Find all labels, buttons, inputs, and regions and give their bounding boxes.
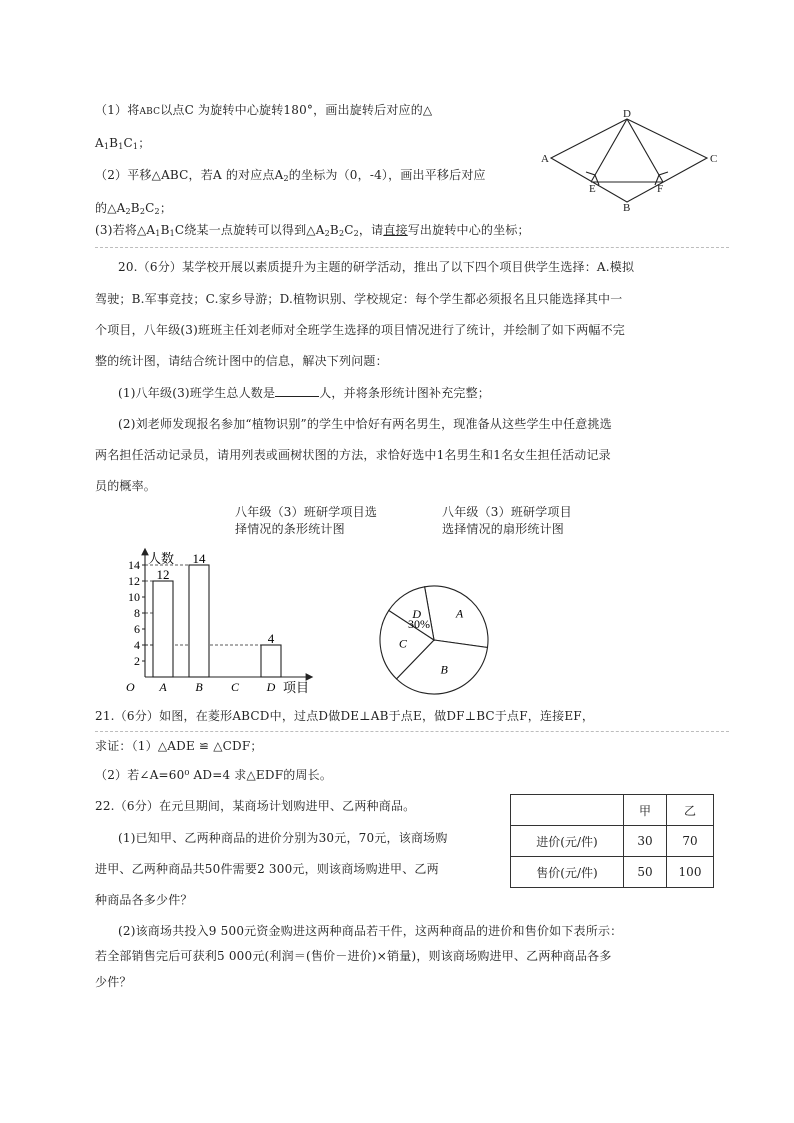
y-tick-label: 8 [134, 606, 140, 620]
q19-sub: 2 [283, 174, 289, 183]
q19-part3-text: (3)若将△A [95, 223, 156, 237]
bar-chart-caption-1: 八年级（3）班研学项目选 [235, 505, 378, 519]
q19-sub: 2 [125, 207, 131, 216]
q20-q1-text: (1)八年级(3)班学生总人数是 [118, 386, 276, 400]
x-tick-label: A [159, 680, 167, 694]
q20-line2: 驾驶；B.军事竞技；C.家乡导游；D.植物识别、学校规定：每个学生都必须报名且只能选择其中一 [95, 292, 623, 306]
table-row [511, 857, 714, 888]
q20-line1: 20.（6分）某学校开展以素质提升为主题的研学活动，推出了以下四个项目供学生选择：A.模拟 [118, 260, 635, 274]
q19-sub: 2 [139, 207, 146, 216]
q19-part2-cont [95, 199, 172, 216]
q19-part1-text: （1）将 [95, 103, 140, 117]
q19-c1: C [123, 136, 133, 150]
q19-b1: B [109, 136, 119, 150]
pie-label-c: C [398, 636, 407, 651]
pie-chart-caption-2: 选择情况的扇形统计图 [442, 522, 565, 536]
table-cell: 100 [667, 857, 714, 888]
bar-value-label: 14 [192, 551, 206, 566]
table-cell: 售价(元/件) [511, 857, 624, 888]
q19-b2: B [130, 201, 140, 215]
q19-sub: 2 [338, 229, 345, 238]
y-tick-label: 4 [134, 638, 140, 652]
y-tick-label: 6 [134, 622, 140, 636]
q19-a1: A [95, 136, 104, 150]
q19-part1-text-2: 以点C 为旋转中心旋转180°，画出旋转后对应的△ [160, 103, 433, 117]
pie-label-b: B [440, 662, 448, 677]
bar-value-label: 4 [267, 631, 275, 646]
q22-q1-line3: 种商品各多少件？ [95, 893, 193, 907]
q19-sub: 2 [154, 207, 160, 216]
y-tick-label: 14 [128, 558, 140, 572]
x-axis-label: 项目 [283, 680, 310, 695]
label-b: B [623, 202, 631, 213]
q19-part3-text-3: ，请 [358, 223, 384, 237]
q19-part1-abc: ABC [139, 107, 161, 117]
q19-part2 [95, 166, 486, 183]
table-cell: 50 [624, 857, 667, 888]
q19-c2: C [145, 201, 155, 215]
table-header-cell [511, 795, 624, 826]
q19-directly: 直接 [383, 223, 408, 237]
table-row [511, 826, 714, 857]
q19-sub: 1 [169, 229, 175, 238]
label-e: E [589, 183, 596, 195]
y-tick-label: 2 [134, 654, 140, 668]
q19-sub: 2 [324, 229, 330, 238]
q21-line1: 21.（6分）如图，在菱形ABCD中，过点D做DE⊥AB于点E，做DF⊥BC于点F，连接EF， [95, 709, 595, 723]
q22-q2-line2: 若全部销售完后可获利5 000元(利润＝(售价－进价)×销量)，则该商场购进甲、乙两种商品各多 [95, 949, 612, 963]
bar-chart-caption-2: 择情况的条形统计图 [235, 522, 345, 536]
y-tick-label: 10 [128, 590, 140, 604]
bar-a [153, 581, 173, 677]
q19-part1 [95, 101, 432, 118]
price-table [510, 794, 714, 888]
q22-q2-line1: (2)该商场共投入9 500元资金购进这两种商品若干件，这两种商品的进价和售价如下表所示： [118, 924, 623, 938]
q21-line3: （2）若∠A=60⁰ AD=4 求△EDF的周长。 [95, 768, 333, 782]
q20-question1 [118, 384, 490, 401]
q19-b1: B [160, 223, 170, 237]
q19-part2-text: （2）平移△ABC，若A 的对应点A [95, 168, 284, 182]
q20-question2-line2: 两名担任活动记录员，请用列表或画树状图的方法，求恰好选中1名男生和1名女生担任活动记录 [95, 448, 611, 462]
q19-part2-text-2: 的坐标为（0，-4），画出平移后对应 [288, 168, 486, 182]
bar-chart [108, 545, 323, 697]
q19-sub: 1 [118, 142, 124, 151]
q20-q1-text-2: 人，并将条形统计图补充完整； [319, 386, 491, 400]
label-a: A [541, 153, 549, 165]
table-cell: 70 [667, 826, 714, 857]
segment-df [627, 119, 663, 182]
x-tick-label: C [230, 680, 240, 694]
bar-b [189, 565, 209, 677]
q19-sub: 1 [103, 142, 110, 151]
q19-b2: B [329, 223, 339, 237]
q20-line3: 个项目，八年级(3)班班主任刘老师对全班学生选择的项目情况进行了统计，并绘制了如下两幅不完 [95, 323, 626, 337]
q19-punct: ； [138, 136, 151, 150]
bar-value-label: 12 [156, 567, 170, 582]
y-axis-label: 人数 [148, 551, 175, 566]
label-d: D [623, 108, 631, 120]
x-tick-label: B [195, 680, 203, 694]
table-cell: 30 [624, 826, 667, 857]
table-cell: 进价(元/件) [511, 826, 624, 857]
q22-q1-line1: (1)已知甲、乙两种商品的进价分别为30元，70元，该商场购 [118, 831, 448, 845]
pie-percent-label: 30% [408, 617, 430, 631]
q19-sub: 1 [155, 229, 161, 238]
pie-chart [375, 580, 493, 700]
q19-sub: 2 [353, 229, 359, 238]
table-row [511, 795, 714, 826]
bar-d [261, 645, 281, 677]
q19-part3-text-4: 写出旋转中心的坐标； [407, 223, 530, 237]
rhombus-figure [535, 108, 735, 213]
q20-question2-line3: 员的概率。 [95, 479, 157, 493]
pie-label-d: D [412, 606, 422, 621]
table-header-cell: 乙 [667, 795, 714, 826]
q19-part3 [95, 221, 530, 238]
table-header-cell: 甲 [624, 795, 667, 826]
q20-line4: 整的统计图，请结合统计图中的信息，解决下列问题： [95, 354, 388, 368]
q20-question2-line1: (2)刘老师发现报名参加“植物识别”的学生中恰好有两名男生，现准备从这些学生中任意挑选 [118, 417, 612, 431]
divider [95, 731, 729, 732]
label-c: C [710, 153, 718, 165]
q22-q2-line3: 少件？ [95, 975, 132, 989]
q19-c2: C [344, 223, 354, 237]
q19-part1-cont [95, 134, 150, 151]
q19-part3-text-2: C绕某一点旋转可以得到△A [174, 223, 325, 237]
x-tick-label: D [266, 680, 276, 694]
q19-punct: ； [159, 201, 173, 215]
q22-q1-line2: 进甲、乙两种商品共50件需要2 300元，则该商场购进甲、乙两 [95, 862, 439, 876]
pie-chart-caption-1: 八年级（3）班研学项目 [442, 505, 572, 519]
q19-sub: 1 [132, 142, 139, 151]
label-f: F [657, 183, 664, 195]
divider [95, 247, 729, 248]
q21-line2: 求证：（1）△ADE ≌ △CDF； [95, 739, 263, 753]
q22-line1: 22.（6分）在元旦期间，某商场计划购进甲、乙两种商品。 [95, 799, 416, 813]
y-tick-label: 12 [128, 574, 140, 588]
answer-blank[interactable] [275, 385, 319, 397]
origin-label: O [126, 680, 135, 694]
q19-part2-text-3: 的△A [95, 201, 126, 215]
rhombus-outline [551, 119, 707, 202]
pie-label-a: A [455, 606, 464, 621]
